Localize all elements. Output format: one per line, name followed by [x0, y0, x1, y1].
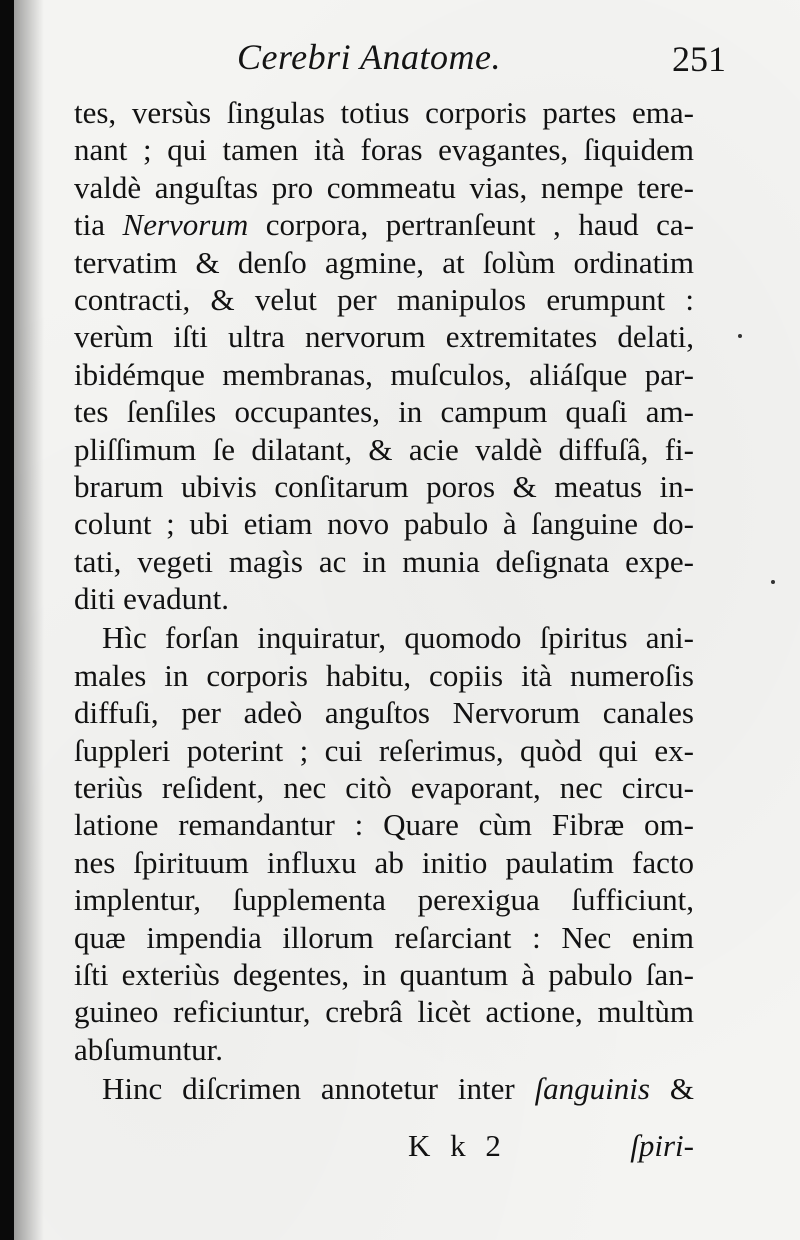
text-line: tes, versùs ſingulas totius corporis partes ema- [74, 95, 694, 130]
margin-speck [771, 580, 775, 584]
page-number: 251 [672, 39, 726, 79]
text-line: guineo reficiuntur, crebrâ licèt actione, multùm [74, 994, 694, 1030]
text-line: implentur, ſupplementa perexigua ſufficiunt, [74, 882, 694, 918]
text-line: pliſſimum ſe dilatant, & acie valdè diffuſâ, fi- [74, 431, 694, 467]
text-line: abſumuntur. [74, 1031, 223, 1067]
text-line: males in corporis habitu, copiis ità numeroſis [74, 657, 694, 693]
text-line: contracti, & velut per manipulos erumpunt : [74, 281, 694, 317]
text-line: ibidémque membranas, muſculos, aliáſque par- [74, 356, 694, 392]
text-line: tati, vegeti magìs ac in munia deſignata expe- [74, 543, 694, 579]
italic-word: Nervorum [122, 207, 249, 243]
text-line: tes ſenſiles occupantes, in campum quaſi am- [74, 394, 694, 430]
paragraph-first-line: Hinc diſcrimen annotetur inter ſanguinis & [102, 1071, 694, 1107]
gutter-shadow [14, 0, 44, 1240]
body-text [74, 94, 694, 1108]
text-line: iſti exteriùs degentes, in quantum à pabulo ſan- [74, 956, 694, 992]
text-line: ſuppleri poterint ; cui reſerimus, quòd qui ex- [74, 732, 694, 768]
text-line: tervatim & denſo agmine, at ſolùm ordinatim [74, 244, 694, 280]
italic-word: ſanguinis [534, 1071, 650, 1107]
running-head: Cerebri Anatome. [237, 37, 501, 77]
text-line: nes ſpirituum influxu ab initio paulatim facto [74, 844, 694, 880]
text-line: diti evadunt. [74, 581, 229, 617]
signature-mark: K k 2 [408, 1128, 507, 1163]
text-line: quæ impendia illorum reſarciant : Nec enim [74, 919, 694, 955]
text-line: verùm iſti ultra nervorum extremitates delati, [74, 319, 694, 355]
text-line: colunt ; ubi etiam novo pabulo à ſanguine do- [74, 506, 694, 542]
text-line: latione remandantur : Quare cùm Fibræ om- [74, 807, 694, 843]
text-line: tia Nervorum corpora, pertranſeunt , haud ca- [74, 207, 694, 243]
paragraph-first-line: Hìc forſan inquiratur, quomodo ſpiritus ani- [102, 620, 694, 656]
text-line: brarum ubivis conſitarum poros & meatus in- [74, 468, 694, 504]
text-line: diffuſi, per adeò anguſtos Nervorum canales [74, 695, 694, 731]
page-footer [74, 1128, 694, 1168]
text-line: teriùs reſident, nec citò evaporant, nec circu- [74, 770, 694, 806]
text-line: valdè anguſtas pro commeatu vias, nempe tere- [74, 169, 694, 205]
margin-speck [738, 334, 742, 338]
catchword: ſpiri- [630, 1128, 694, 1163]
text-line: nant ; qui tamen ità foras evagantes, ſiquidem [74, 132, 694, 168]
